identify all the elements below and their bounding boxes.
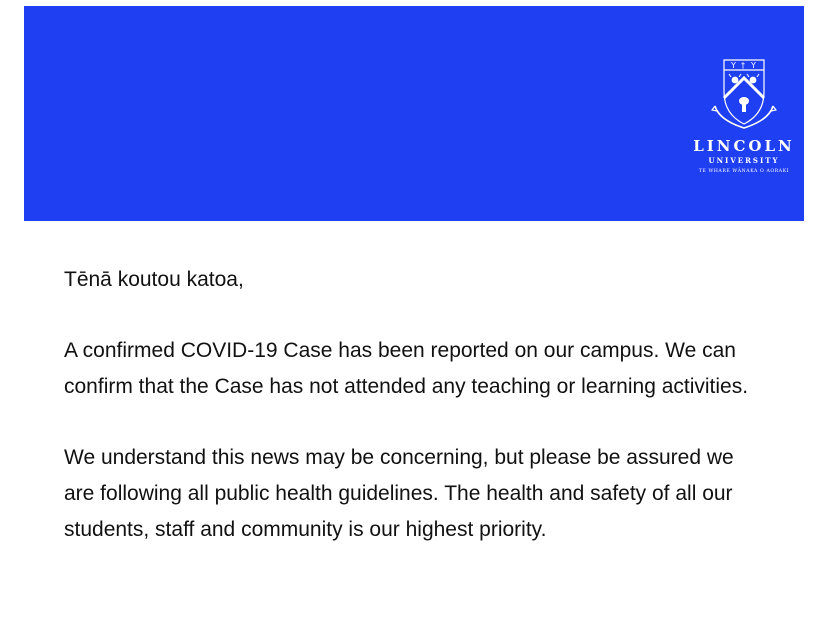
letter-body	[64, 262, 764, 583]
svg-text:Y: Y	[751, 61, 756, 70]
paragraph: A confirmed COVID-19 Case has been reported on our campus. We can confirm that the Case has not attended any teaching or learning activities.	[64, 339, 749, 398]
university-logo	[684, 54, 804, 184]
university-crest-icon	[711, 54, 777, 132]
logo-name: LINCOLN	[693, 137, 795, 155]
greeting: Tēnā koutou katoa,	[64, 268, 244, 291]
svg-text:Y: Y	[731, 61, 736, 70]
svg-text:†: †	[741, 61, 745, 70]
header-banner	[24, 6, 804, 221]
logo-subname: UNIVERSITY	[708, 156, 780, 165]
logo-maori-name: TE WHARE WĀNAKA O AORAKI	[698, 169, 790, 174]
paragraph: We understand this news may be concerning, but please be assured we are following all public health guidelines. The health and safety of all our students, staff and community is our highest priority.	[64, 446, 734, 541]
